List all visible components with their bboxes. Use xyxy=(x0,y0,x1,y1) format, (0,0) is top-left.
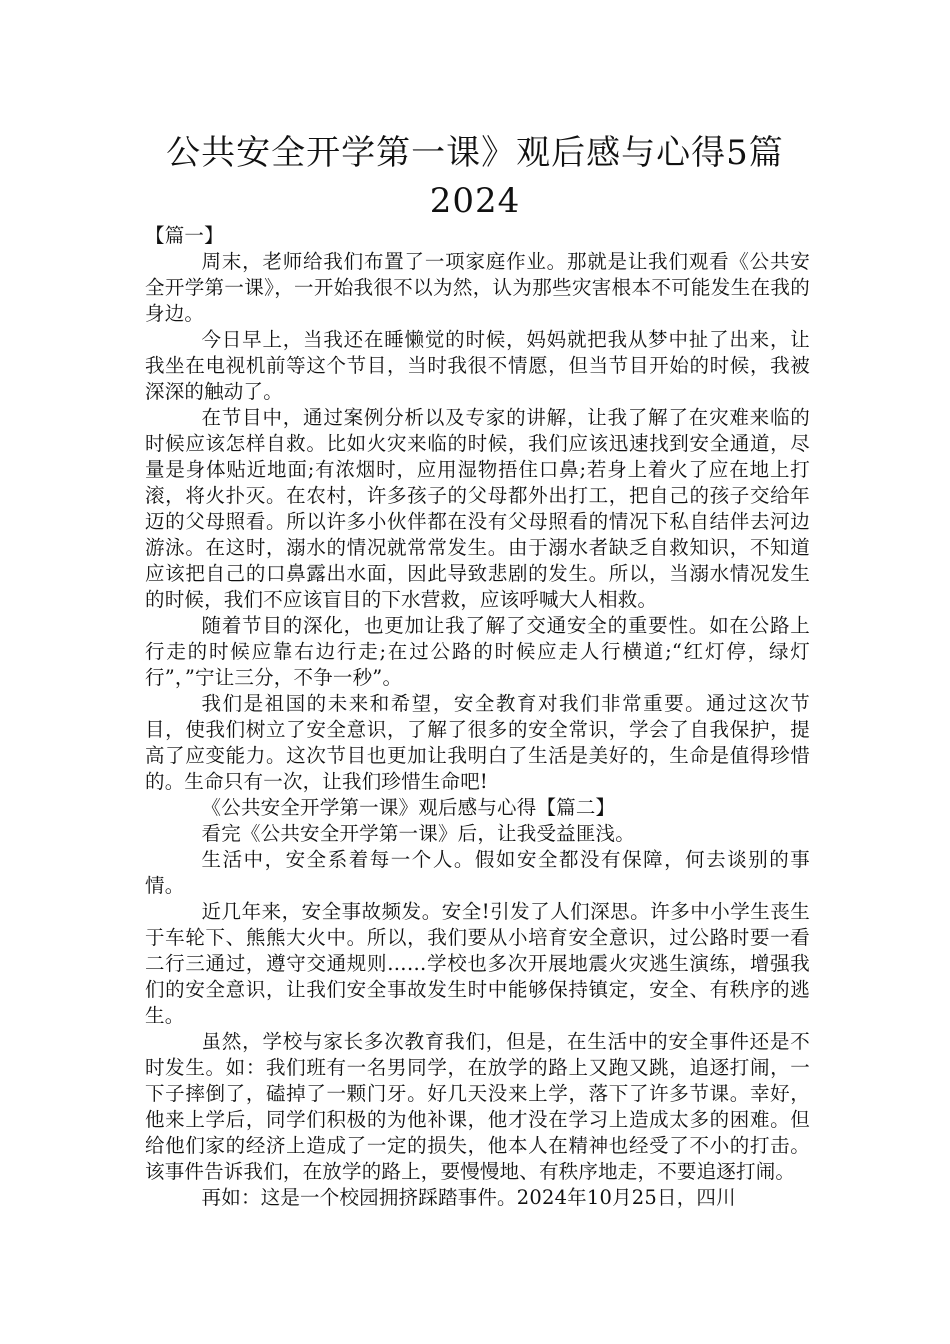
paragraph: 虽然，学校与家长多次教育我们，但是，在生活中的安全事件还是不时发生。如：我们班有一名男同学，在放学的路上又跑又跳，追逐打闹，一下子摔倒了，磕掉了一颗门牙。好几天没来上学，落下了许多节课。幸好，他来上学后，同学们积极的为他补课，他才没在学习上造成太多的困难。但给他们家的经济上造成了一定的损失，他本人在精神也经受了不小的打击。该事件告诉我们，在放学的路上，要慢慢地、有秩序地走，不要追逐打闹。 xyxy=(145,1030,810,1183)
paragraph: 周末，老师给我们布置了一项家庭作业。那就是让我们观看《公共安全开学第一课》，一开始我很不以为然，认为那些灾害根本不可能发生在我的身边。 xyxy=(145,250,810,325)
document-title-year: 2024 xyxy=(429,181,521,221)
paragraph: 在节目中，通过案例分析以及专家的讲解，让我了解了在灾难来临的时候应该怎样自救。比如火灾来临的时候，我们应该迅速找到安全通道，尽量是身体贴近地面;有浓烟时，应用湿物捂住口鼻;若身上着火了应在地上打滚，将火扑灭。在农村，许多孩子的父母都外出打工，把自己的孩子交给年迈的父母照看。所以许多小伙伴都在没有父母照看的情况下私自结伴去河边游泳。在这时，溺水的情况就常常发生。由于溺水者缺乏自救知识，不知道应该把自己的口鼻露出水面，因此导致悲剧的发生。所以，当溺水情况发生的时候，我们不应该盲目的下水营救，应该呼喊大人相救。 xyxy=(145,406,810,611)
paragraph: 今日早上，当我还在睡懒觉的时候，妈妈就把我从梦中扯了出来，让我坐在电视机前等这个节目，当时我很不情愿，但当节目开始的时候，我被深深的触动了。 xyxy=(145,328,810,403)
document-body xyxy=(145,223,810,1211)
paragraph: 看完《公共安全开学第一课》后，让我受益匪浅。 xyxy=(201,822,635,845)
paragraph: 我们是祖国的未来和希望，安全教育对我们非常重要。通过这次节目，使我们树立了安全意识，了解了很多的安全常识，学会了自我保护，提高了应变能力。这次节目也更加让我明白了生活是美好的，生命是值得珍惜的。生命只有一次，让我们珍惜生命吧! xyxy=(145,692,810,793)
section-label-1: 【篇一】 xyxy=(145,224,224,247)
paragraph: 近几年来，安全事故频发。安全!引发了人们深思。许多中小学生丧生于车轮下、熊熊大火中。所以，我们要从小培育安全意识，过公路时要一看二行三通过，遵守交通规则……学校也多次开展地震火灾逃生演练，增强我们的安全意识，让我们安全事故发生时中能够保持镇定，安全、有秩序的逃生。 xyxy=(145,900,810,1027)
paragraph: 生活中，安全系着每一个人。假如安全都没有保障，何去谈别的事情。 xyxy=(145,848,810,897)
paragraph: 再如：这是一个校园拥挤踩踏事件。2024年10月25日，四川 xyxy=(201,1186,736,1209)
document-title: 公共安全开学第一课》观后感与心得5篇 xyxy=(166,133,784,173)
section-heading-2: 《公共安全开学第一课》观后感与心得【篇二】 xyxy=(201,796,616,819)
paragraph: 随着节目的深化，也更加让我了解了交通安全的重要性。如在公路上行走的时候应靠右边行走;在过公路的时候应走人行横道;“红灯停，绿灯行”，”宁让三分，不争一秒”。 xyxy=(145,614,810,689)
